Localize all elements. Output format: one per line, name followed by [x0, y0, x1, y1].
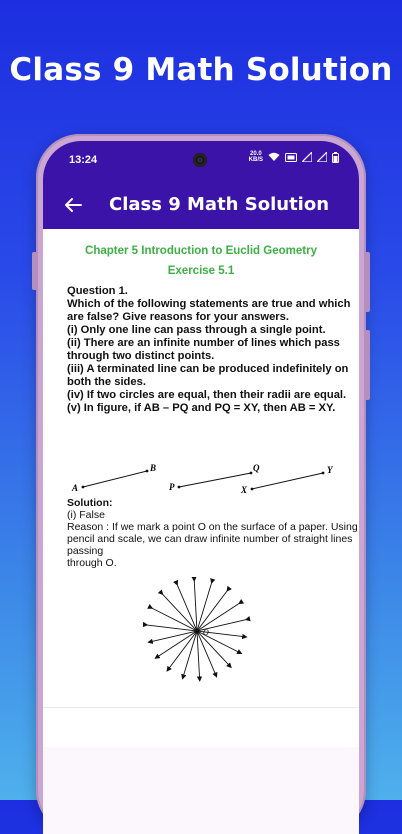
exercise-title: Exercise 5.1	[167, 265, 235, 277]
lines-through-point-figure	[143, 577, 251, 685]
back-arrow-icon[interactable]	[61, 193, 85, 217]
question-heading: Question 1.	[67, 285, 128, 297]
network-speed	[249, 151, 263, 163]
point-label-q: Q	[253, 463, 260, 473]
volte-icon	[285, 153, 297, 162]
app-toolbar	[43, 181, 359, 229]
segments-figure	[71, 463, 345, 501]
solution-block	[67, 497, 359, 569]
point-label-a: A	[72, 483, 79, 493]
phone-screen	[43, 141, 359, 834]
network-speed-value: 20.0	[249, 151, 262, 157]
phone-side-button	[32, 252, 37, 290]
answer-text: (i) False	[67, 509, 105, 521]
question-line: (ii) There are an infinite number of lines which pass through two distinct points.	[67, 337, 340, 362]
phone-side-button	[365, 330, 370, 400]
signal-icon	[317, 152, 327, 162]
promo-title: Class 9 Math Solution	[9, 52, 393, 88]
chapter-title: Chapter 5 Introduction to Euclid Geometry	[85, 245, 317, 257]
question-line: (i) Only one line can pass through a single point.	[67, 324, 326, 336]
toolbar-title: Class 9 Math Solution	[109, 194, 330, 215]
solution-label: Solution:	[67, 497, 113, 509]
content-divider	[43, 707, 359, 708]
point-o-label: O	[203, 628, 209, 637]
point-label-b: B	[150, 463, 157, 473]
phone-side-button	[365, 252, 370, 312]
network-speed-unit: KB/S	[248, 157, 263, 163]
solution-content	[43, 229, 359, 834]
front-camera	[193, 153, 207, 167]
question-block	[67, 285, 359, 415]
chapter-heading	[53, 241, 349, 281]
status-bar	[43, 141, 359, 181]
signal-icon	[302, 152, 312, 162]
status-icons	[249, 151, 339, 163]
question-line: (v) In figure, if AB – PQ and PQ = XY, then AB = XY.	[67, 402, 336, 414]
wifi-icon	[268, 152, 280, 162]
question-line: (iii) A terminated line can be produced indefinitely on both the sides.	[67, 363, 349, 388]
reason-text: Reason : If we mark a point O on the surface of a paper. Using pencil and scale, we can draw infinite number of straight lines passing	[67, 521, 358, 557]
point-label-x: X	[241, 485, 248, 495]
question-line: Which of the following statements are true and which are false? Give reasons for your answers.	[67, 298, 351, 323]
point-label-y: Y	[327, 465, 333, 475]
question-line: (iv) If two circles are equal, then their radii are equal.	[67, 389, 347, 401]
bottom-area	[43, 747, 359, 834]
battery-icon	[332, 152, 339, 163]
phone-frame	[36, 134, 366, 834]
point-o	[195, 629, 198, 632]
reason-text: through O.	[67, 557, 117, 569]
status-time: 13:24	[69, 154, 98, 166]
point-label-p: P	[169, 482, 175, 492]
